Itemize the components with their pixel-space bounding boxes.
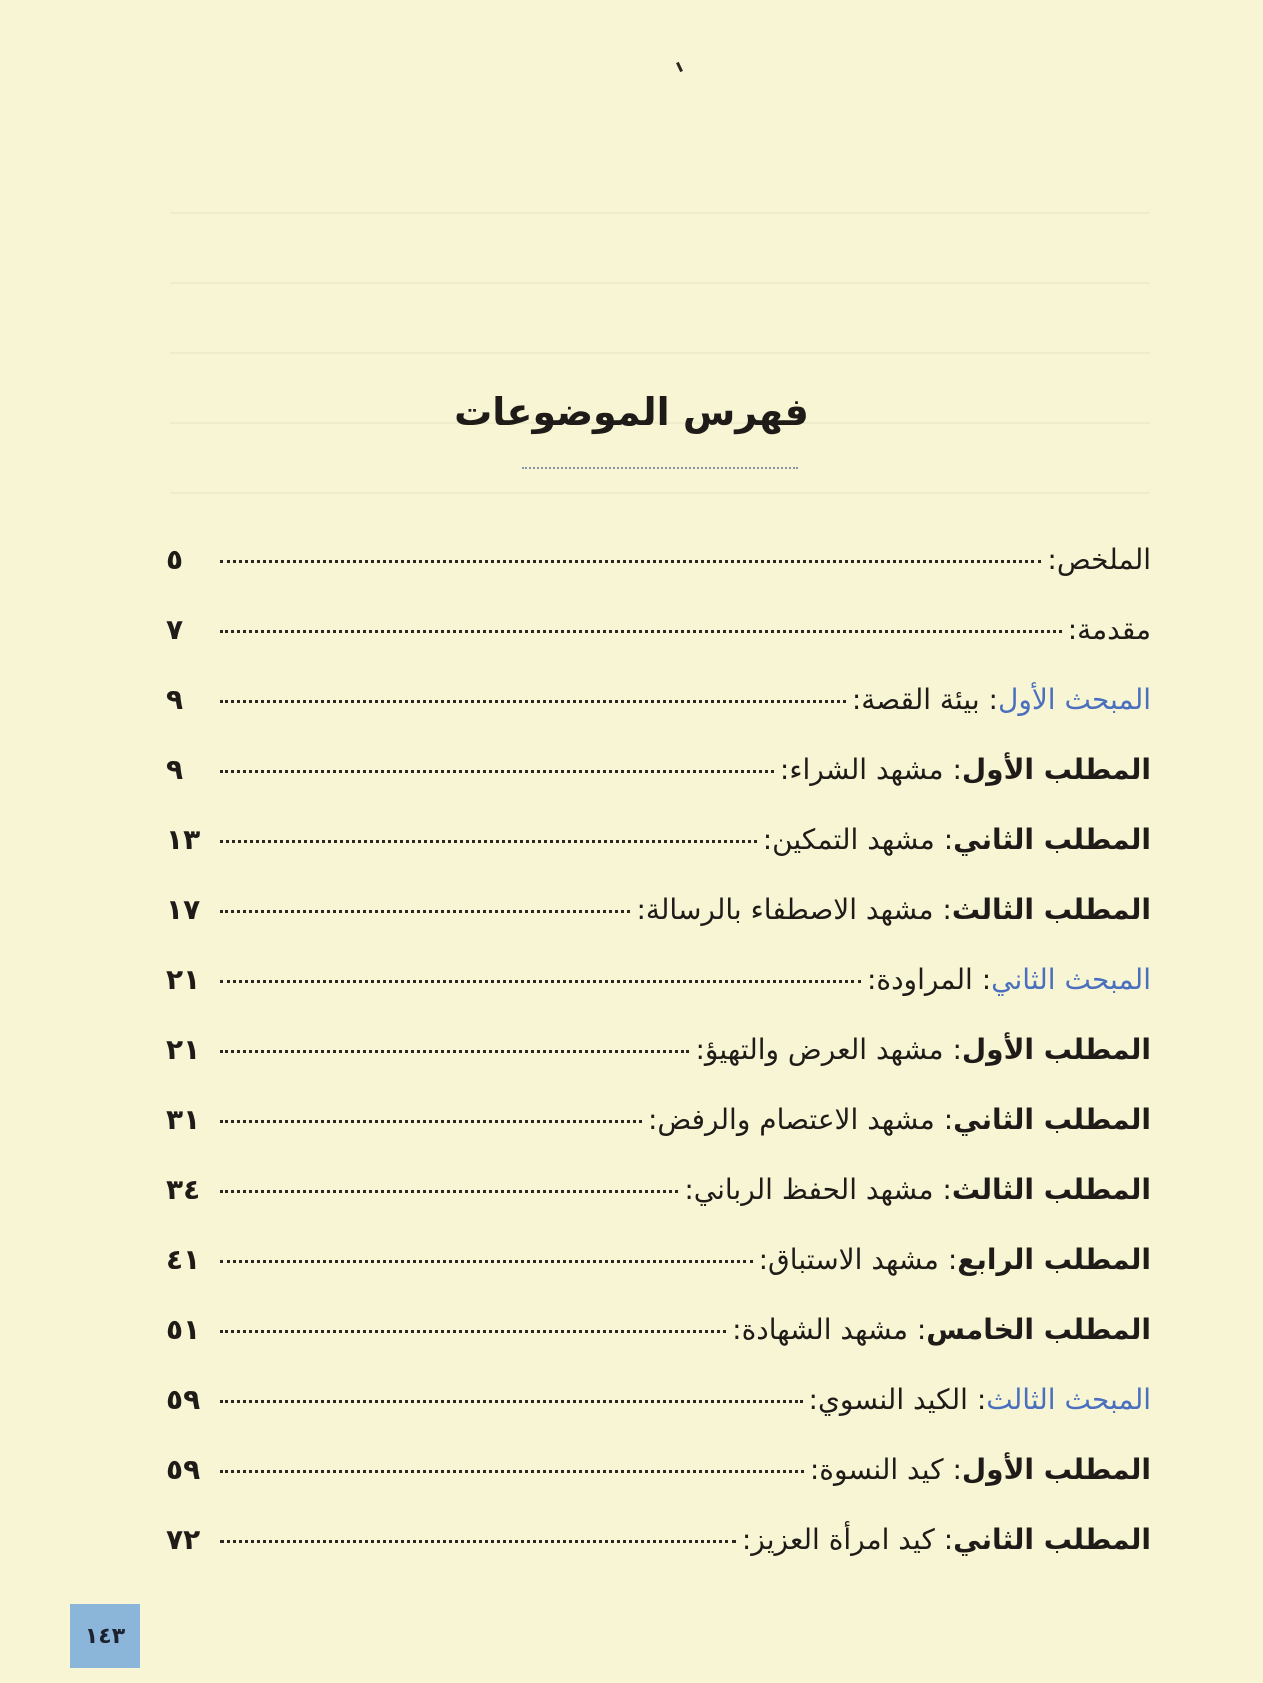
- section-label: المبحث الثاني: [991, 963, 1151, 996]
- dot-leader: [220, 630, 1062, 633]
- show-through-line: [170, 212, 1150, 214]
- toc-entry[interactable]: [166, 1380, 1151, 1450]
- show-through-line: [170, 492, 1150, 494]
- toc-entry[interactable]: [166, 610, 1151, 680]
- entry-page-number: ٣٤: [166, 1173, 201, 1206]
- toc-entry-text: [852, 680, 1151, 720]
- entry-title: الكيد النسوي:: [808, 1383, 968, 1416]
- entry-title: مقدمة:: [1067, 613, 1151, 646]
- toc-entry-text: [763, 820, 1151, 860]
- show-through-line: [170, 282, 1150, 284]
- dot-leader: [220, 980, 861, 983]
- toc-entry[interactable]: [166, 1310, 1151, 1380]
- entry-page-number: ٩: [166, 683, 184, 716]
- toc-entry-text: [759, 1240, 1151, 1280]
- table-of-contents: [166, 540, 1151, 1590]
- subsection-label: المطلب الثاني: [953, 1523, 1151, 1556]
- entry-title: مشهد الشهادة:: [732, 1313, 908, 1346]
- dot-leader: [220, 1190, 678, 1193]
- ink-mark: [676, 62, 683, 72]
- entry-page-number: ٥٩: [166, 1453, 201, 1486]
- label-separator: :: [943, 1523, 954, 1556]
- entry-title: مشهد الاستباق:: [758, 1243, 939, 1276]
- toc-entry[interactable]: [166, 1170, 1151, 1240]
- subsection-label: المطلب الرابع: [957, 1243, 1151, 1276]
- toc-entry-text: [684, 1170, 1151, 1210]
- entry-page-number: ٢١: [166, 963, 201, 996]
- toc-entry[interactable]: [166, 1520, 1151, 1590]
- toc-entry[interactable]: [166, 1030, 1151, 1100]
- toc-entry-text: [809, 1380, 1151, 1420]
- subsection-label: المطلب الأول: [961, 753, 1151, 786]
- label-separator: :: [947, 1243, 958, 1276]
- toc-entry[interactable]: [166, 750, 1151, 820]
- entry-page-number: ٢١: [166, 1033, 201, 1066]
- entry-page-number: ٥٩: [166, 1383, 201, 1416]
- toc-entry-text: [732, 1310, 1151, 1350]
- entry-title: المراودة:: [866, 963, 973, 996]
- toc-entry-text: [1047, 540, 1151, 580]
- label-separator: :: [981, 963, 992, 996]
- label-separator: :: [942, 1173, 952, 1206]
- entry-title: بيئة القصة:: [851, 683, 980, 716]
- toc-entry-text: [780, 750, 1151, 790]
- subsection-label: المطلب الأول: [961, 1033, 1151, 1066]
- toc-entry-text: [648, 1100, 1151, 1140]
- entry-title: مشهد الشراء:: [779, 753, 944, 786]
- toc-entry[interactable]: [166, 1450, 1151, 1520]
- entry-page-number: ٣١: [166, 1103, 201, 1136]
- dot-leader: [220, 1260, 753, 1263]
- entry-page-number: ٥١: [166, 1313, 201, 1346]
- entry-page-number: ١٧: [166, 893, 201, 926]
- label-separator: :: [988, 683, 998, 716]
- dot-leader: [220, 910, 630, 913]
- entry-page-number: ٧: [166, 613, 184, 646]
- label-separator: :: [952, 1033, 962, 1066]
- label-separator: :: [943, 1103, 954, 1136]
- page-title: فهرس الموضوعات: [454, 390, 809, 434]
- entry-title: مشهد الاصطفاء بالرسالة:: [636, 893, 934, 926]
- label-separator: :: [952, 753, 962, 786]
- entry-title: مشهد الاعتصام والرفض:: [647, 1103, 935, 1136]
- entry-page-number: ٥: [166, 543, 184, 576]
- toc-entry[interactable]: [166, 1240, 1151, 1310]
- toc-entry[interactable]: [166, 1100, 1151, 1170]
- entry-title: مشهد الحفظ الرباني:: [684, 1173, 934, 1206]
- entry-title: كيد امرأة العزيز:: [741, 1523, 935, 1556]
- entry-page-number: ٧٢: [166, 1523, 201, 1556]
- toc-entry[interactable]: [166, 680, 1151, 750]
- entry-page-number: ٩: [166, 753, 184, 786]
- dot-leader: [220, 840, 757, 843]
- section-label: المبحث الثالث: [986, 1383, 1151, 1416]
- dot-leader: [220, 770, 774, 773]
- dot-leader: [220, 700, 846, 703]
- subsection-label: المطلب الثالث: [951, 893, 1151, 926]
- dot-leader: [220, 1330, 726, 1333]
- label-separator: :: [916, 1313, 927, 1346]
- toc-entry-text: [1068, 610, 1151, 650]
- dot-leader: [220, 1400, 803, 1403]
- entry-title: مشهد العرض والتهيؤ:: [695, 1033, 944, 1066]
- subsection-label: المطلب الثاني: [953, 823, 1151, 856]
- heading-container: [0, 390, 1263, 434]
- entry-title: كيد النسوة:: [809, 1453, 944, 1486]
- page-number: ١٤٣: [84, 1623, 126, 1649]
- dot-leader: [220, 1120, 642, 1123]
- label-separator: :: [976, 1383, 987, 1416]
- subsection-label: المطلب الخامس: [926, 1313, 1151, 1346]
- entry-title: مشهد التمكين:: [762, 823, 935, 856]
- dot-leader: [220, 1540, 736, 1543]
- toc-entry[interactable]: [166, 540, 1151, 610]
- toc-entry-text: [810, 1450, 1151, 1490]
- label-separator: :: [942, 893, 952, 926]
- entry-page-number: ١٣: [166, 823, 201, 856]
- subsection-label: المطلب الثالث: [951, 1173, 1151, 1206]
- show-through-line: [170, 352, 1150, 354]
- page-number-box: [70, 1604, 140, 1668]
- label-separator: :: [943, 823, 954, 856]
- toc-entry-text: [742, 1520, 1151, 1560]
- toc-entry-text: [695, 1030, 1151, 1070]
- title-underline: [522, 467, 798, 469]
- toc-entry[interactable]: [166, 960, 1151, 1030]
- label-separator: :: [952, 1453, 962, 1486]
- dot-leader: [220, 1050, 689, 1053]
- dot-leader: [220, 1470, 804, 1473]
- entry-page-number: ٤١: [166, 1243, 201, 1276]
- toc-entry-text: [867, 960, 1151, 1000]
- toc-entry[interactable]: [166, 890, 1151, 960]
- toc-entry-text: [636, 890, 1151, 930]
- entry-title: الملخص:: [1047, 543, 1151, 576]
- toc-entry[interactable]: [166, 820, 1151, 890]
- subsection-label: المطلب الأول: [961, 1453, 1151, 1486]
- section-label: المبحث الأول: [997, 683, 1151, 716]
- dot-leader: [220, 560, 1041, 563]
- subsection-label: المطلب الثاني: [953, 1103, 1151, 1136]
